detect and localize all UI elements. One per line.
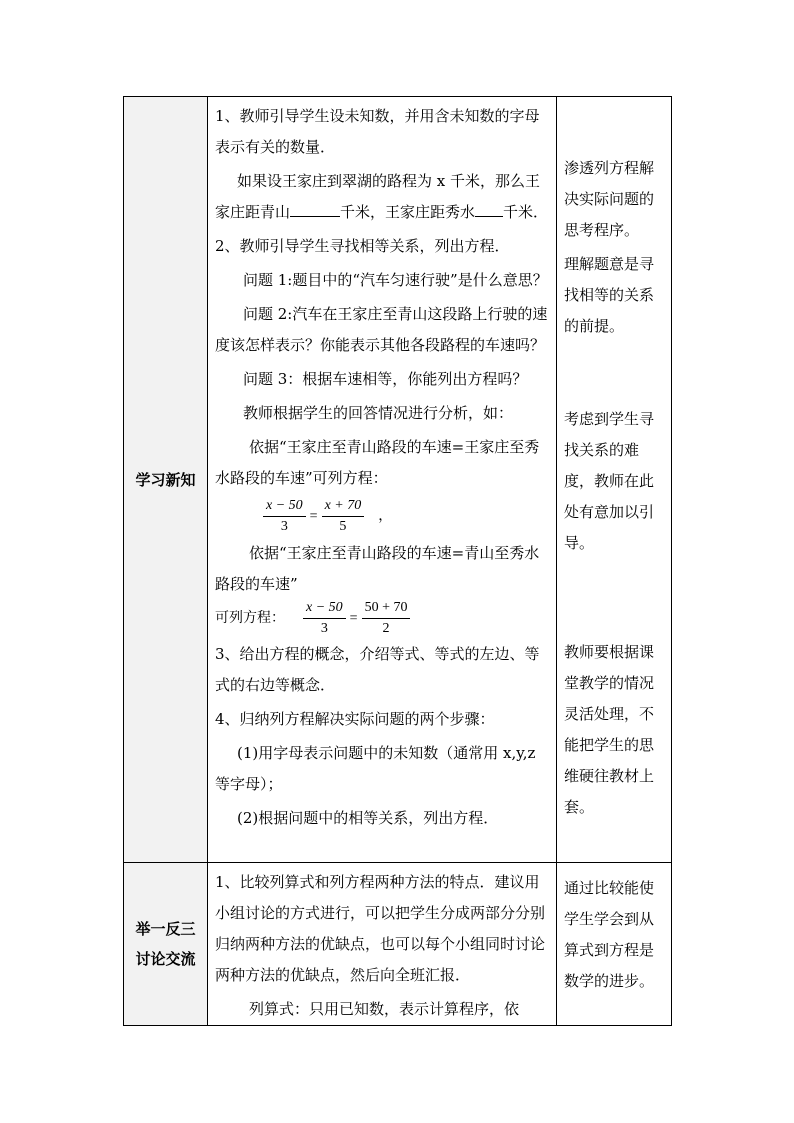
section-content-cell bbox=[208, 97, 557, 863]
numerator: x − 50 bbox=[263, 498, 306, 517]
paragraph bbox=[215, 166, 550, 228]
numerator: x − 50 bbox=[303, 600, 346, 619]
paragraph: (2)根据问题中的相等关系，列出方程． bbox=[237, 809, 499, 827]
paragraph: 问题 1:题目中的“汽车匀速行驶”是什么意思？ bbox=[243, 271, 548, 289]
denominator: 5 bbox=[339, 518, 347, 534]
equation-label: 可列方程： bbox=[215, 609, 285, 626]
numerator: 50 + 70 bbox=[362, 600, 411, 619]
section-label-cell bbox=[124, 863, 208, 1026]
section-label-cell bbox=[124, 97, 208, 863]
denominator: 2 bbox=[382, 620, 390, 636]
paragraph: 列算式：只用已知数，表示计算程序，依 bbox=[249, 1000, 520, 1018]
paragraph: 3、给出方程的概念，介绍等式、等式的左边、等式的右边等概念． bbox=[215, 645, 540, 694]
paragraph: 教师根据学生的回答情况进行分析，如： bbox=[243, 404, 514, 422]
note-paragraph: 理解题意是寻找相等的关系的前提。 bbox=[564, 255, 655, 335]
fill-blank bbox=[290, 198, 340, 217]
lesson-plan-table bbox=[123, 96, 672, 1026]
section-content-cell bbox=[208, 863, 557, 1026]
section-discussion-row bbox=[124, 863, 672, 1026]
section-note-cell bbox=[557, 863, 672, 1026]
paragraph: 4、归纳列方程解决实际问题的两个步骤： bbox=[215, 710, 495, 728]
note-paragraph: 教师要根据课堂教学的情况灵活处理，不能把学生的思维硬往教材上套。 bbox=[564, 643, 655, 816]
note-paragraph: 渗透列方程解决实际问题的思考程序。 bbox=[564, 159, 655, 239]
paragraph: 1、教师引导学生设未知数，并用含未知数的字母表示有关的数量． bbox=[215, 107, 540, 156]
section-label bbox=[124, 863, 207, 1025]
paragraph: 依据“王家庄至青山路段的车速=王家庄至秀水路段的车速”可列方程： bbox=[215, 438, 540, 487]
section-learn-new-row bbox=[124, 97, 672, 863]
text-run: 千米，王家庄距秀水 bbox=[340, 203, 476, 221]
paragraph: 2、教师引导学生寻找相等关系，列出方程． bbox=[215, 237, 510, 255]
label-line: 讨论交流 bbox=[135, 950, 196, 968]
equation-2 bbox=[215, 600, 550, 636]
text-run: 千米． bbox=[503, 203, 549, 221]
paragraph: 问题 2:汽车在王家庄至青山这段路上行驶的速度该怎样表示？你能表示其他各段路程的车速吗？ bbox=[215, 305, 548, 354]
note-paragraph: 通过比较能使学生学会到从算式到方程是数学的进步。 bbox=[564, 879, 655, 990]
denominator: 3 bbox=[280, 518, 288, 534]
equals-sign: = bbox=[309, 508, 318, 524]
label-line: 举一反三 bbox=[135, 920, 196, 938]
comma: ， bbox=[378, 508, 393, 524]
section-note-cell bbox=[557, 97, 672, 863]
paragraph: 1、比较列算式和列方程两种方法的特点．建议用小组讨论的方式进行，可以把学生分成两部分分别归纳两种方法的优缺点，也可以每个小组同时讨论两种方法的优缺点，然后向全班汇报． bbox=[215, 873, 546, 984]
note-paragraph: 考虑到学生寻找关系的难度，教师在此处有意加以引导。 bbox=[564, 410, 655, 552]
equation-1 bbox=[215, 494, 550, 538]
text-run: 如果设王家庄到翠湖的路程为 x 千米，那么王家庄距青山 bbox=[215, 172, 540, 221]
fill-blank bbox=[475, 198, 503, 217]
fraction bbox=[263, 498, 306, 535]
paragraph: (1)用字母表示问题中的未知数（通常用 x,y,z 等字母）； bbox=[215, 744, 536, 793]
fraction bbox=[322, 498, 365, 535]
paragraph: 问题 3：根据车速相等，你能列出方程吗？ bbox=[243, 370, 528, 388]
numerator: x + 70 bbox=[322, 498, 365, 517]
fraction bbox=[303, 600, 346, 637]
equals-sign: = bbox=[349, 610, 358, 626]
paragraph: 依据“王家庄至青山路段的车速=青山至秀水路段的车速” bbox=[215, 544, 540, 593]
denominator: 3 bbox=[320, 620, 328, 636]
fraction bbox=[362, 600, 411, 637]
section-label: 学习新知 bbox=[135, 470, 196, 489]
